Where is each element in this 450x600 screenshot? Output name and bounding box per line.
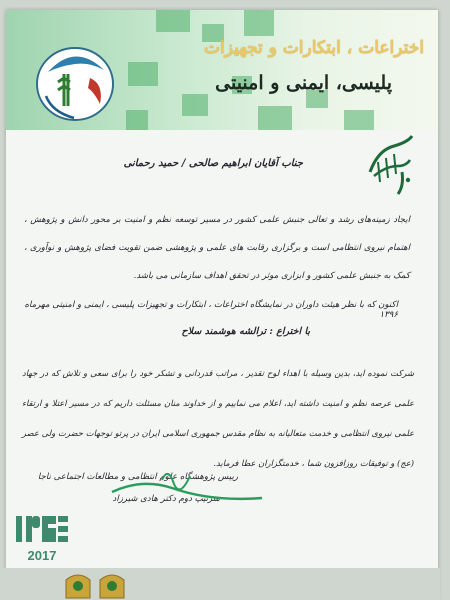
- footer-emblems: [0, 568, 440, 600]
- certificate-paragraph-2: اکنون که با نظر هیئت داوران در نمایشگاه اختراعات ، ابتکارات و تجهیزات پلیسی ، ایمنی و امنیتی مهرماه ۱۳۹۶: [24, 300, 398, 320]
- police-research-emblem-icon: [34, 44, 116, 124]
- invention-title: با اختراع : ترالشه هوشمند سلاح: [181, 326, 310, 337]
- ipas-2017-logo: [12, 510, 72, 572]
- banner-title: اختراعات ، ابتکارات و تجهیزات: [203, 38, 424, 58]
- header-banner: [6, 10, 438, 130]
- signatory-name: سرتیپ دوم دکتر هادی شیرزاد: [112, 494, 220, 504]
- police-badge-icon: [100, 575, 124, 598]
- banner-subtitle: پلیسی، ایمنی و امنیتی: [215, 72, 392, 94]
- recipient-line: جناب آقایان ابراهیم صالحی / حمید رحمانی: [123, 158, 303, 169]
- certificate-paragraph-1: ایجاد زمینه‌های رشد و تعالی جنبش علمی کشور در مسیر توسعه نظم و امنیت بر محور دانش و پژوهش ، اهتمام نیروی انتظامی است و برگزاری رقابت های علمی و پژوهشی ضمن تقویت فضای پژوهش و نوآوری ، کمک به جنبش علمی کشور و ابزاری موثر در تحقق اهداف سازمانی می باشد.: [24, 215, 410, 281]
- bismillah-calligraphy-icon: [364, 132, 418, 198]
- signature-mark: [102, 458, 282, 510]
- certificate-paragraph-3: شرکت نموده اید، بدین وسیله با اهداء لوح تقدیر ، مراتب قدردانی و تشکر خود را برای سعی و تلاش که در جهاد علمی عرصه نظم و امنیت داشته اید، اعلام می نماییم و از خداوند منان مسئلت داریم که در مسیر اعتلا و ارتقاء علمی نیروی انتظامی و خدمت متعالیانه به نظام مقدس جمهوری اسلامی ایران در پرتو توجهات حضرت ولی عصر (عج) و توفیقات روزافزون شما ، خدمتگزاران عطا فرماید.: [22, 368, 414, 468]
- police-badge-icon: [66, 575, 90, 598]
- certificate-sheet: [6, 10, 438, 600]
- ipas-year: 2017: [27, 548, 57, 563]
- signatory-title: رییس پژوهشگاه علوم انتظامی و مطالعات اجتماعی ناجا: [37, 472, 238, 482]
